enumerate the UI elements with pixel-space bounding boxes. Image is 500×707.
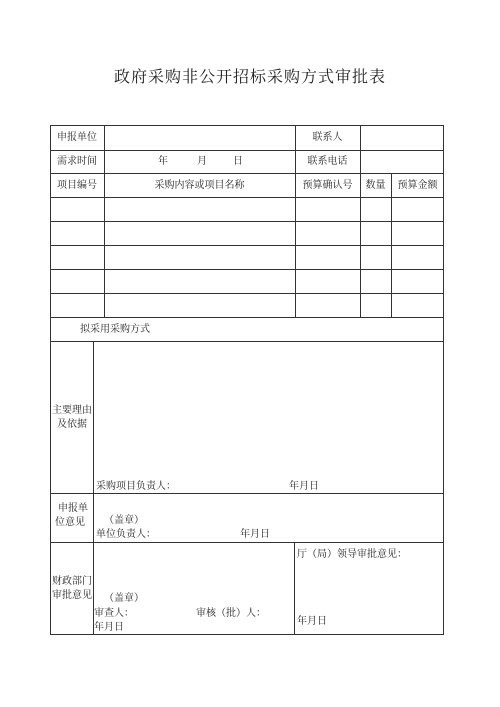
- header-item-no: 项目编号: [57, 180, 97, 191]
- finance-label-line1: 财政部门: [52, 576, 92, 587]
- col-divider: [295, 125, 296, 317]
- contact-label: 联系人: [312, 132, 343, 143]
- reason-label-line1: 主要理由: [52, 405, 92, 416]
- amount-cell[interactable]: [395, 227, 440, 239]
- row-divider: [50, 197, 444, 198]
- unit-label: 申报单位: [57, 132, 97, 143]
- col-divider: [360, 125, 361, 317]
- qty-cell[interactable]: [364, 227, 387, 239]
- col-divider: [93, 341, 94, 635]
- col-divider: [104, 125, 105, 317]
- row-divider: [50, 150, 444, 151]
- day-label: 日: [233, 156, 243, 167]
- month-label: 月: [197, 156, 207, 167]
- qty-cell[interactable]: [364, 275, 387, 287]
- header-amount: 预算金额: [397, 180, 438, 191]
- row-divider: [50, 341, 444, 342]
- bureau-date: 年月日: [297, 616, 327, 627]
- form-title: 政府采购非公开招标采购方式审批表: [113, 67, 386, 86]
- contact-value[interactable]: [366, 132, 438, 144]
- row-divider: [50, 173, 444, 174]
- item-no-cell[interactable]: [54, 227, 100, 239]
- phone-label: 联系电话: [307, 156, 348, 167]
- content-cell[interactable]: [108, 299, 291, 311]
- row-divider: [50, 293, 444, 294]
- time-label: 需求时间: [57, 156, 97, 167]
- approver-label: 审核（批）人：: [196, 608, 266, 619]
- item-no-cell[interactable]: [54, 299, 100, 311]
- item-no-cell[interactable]: [54, 251, 100, 263]
- col-divider: [294, 542, 295, 635]
- header-content: 采购内容或项目名称: [154, 180, 245, 191]
- amount-cell[interactable]: [395, 251, 440, 263]
- row-divider: [50, 317, 444, 318]
- content-cell[interactable]: [108, 227, 291, 239]
- budget-no-cell[interactable]: [299, 227, 356, 239]
- budget-no-cell[interactable]: [299, 203, 356, 215]
- qty-cell[interactable]: [364, 203, 387, 215]
- unit-opinion-label-line1: 申报单: [58, 503, 88, 514]
- finance-date: 年月日: [94, 622, 124, 633]
- unit-opinion-date: 年月日: [240, 529, 270, 540]
- unit-leader-label: 单位负责人：: [96, 529, 156, 540]
- budget-no-cell[interactable]: [299, 275, 356, 287]
- row-divider: [50, 245, 444, 246]
- amount-cell[interactable]: [395, 275, 440, 287]
- col-divider: [391, 173, 392, 317]
- finance-seal: （盖章）: [104, 593, 144, 604]
- amount-cell[interactable]: [395, 203, 440, 215]
- content-cell[interactable]: [108, 203, 291, 215]
- unit-opinion-label-line2: 位意见: [55, 517, 85, 528]
- finance-label-line2: 审批意见: [52, 590, 92, 601]
- qty-cell[interactable]: [364, 251, 387, 263]
- responsible-label: 采购项目负责人：: [96, 481, 176, 492]
- item-no-cell[interactable]: [54, 275, 100, 287]
- header-budget-no: 预算确认号: [302, 180, 353, 191]
- reason-label-line2: 及依据: [57, 419, 87, 430]
- amount-cell[interactable]: [395, 299, 440, 311]
- row-divider: [50, 269, 444, 270]
- reason-date: 年月日: [289, 481, 319, 492]
- unit-value[interactable]: [110, 132, 290, 144]
- budget-no-cell[interactable]: [299, 251, 356, 263]
- year-label: 年: [158, 156, 168, 167]
- method-label: 拟采用采购方式: [80, 324, 150, 335]
- item-no-cell[interactable]: [54, 203, 100, 215]
- bureau-opinion-label: 厅（局）领导审批意见：: [297, 549, 407, 560]
- budget-no-cell[interactable]: [299, 299, 356, 311]
- header-qty: 数量: [365, 180, 386, 191]
- unit-seal: （盖章）: [104, 515, 144, 526]
- row-divider: [50, 221, 444, 222]
- phone-value[interactable]: [366, 156, 438, 168]
- reviewer-label: 审查人：: [94, 608, 134, 619]
- row-divider: [50, 542, 444, 543]
- content-cell[interactable]: [108, 275, 291, 287]
- content-cell[interactable]: [108, 251, 291, 263]
- qty-cell[interactable]: [364, 299, 387, 311]
- row-divider: [50, 493, 444, 494]
